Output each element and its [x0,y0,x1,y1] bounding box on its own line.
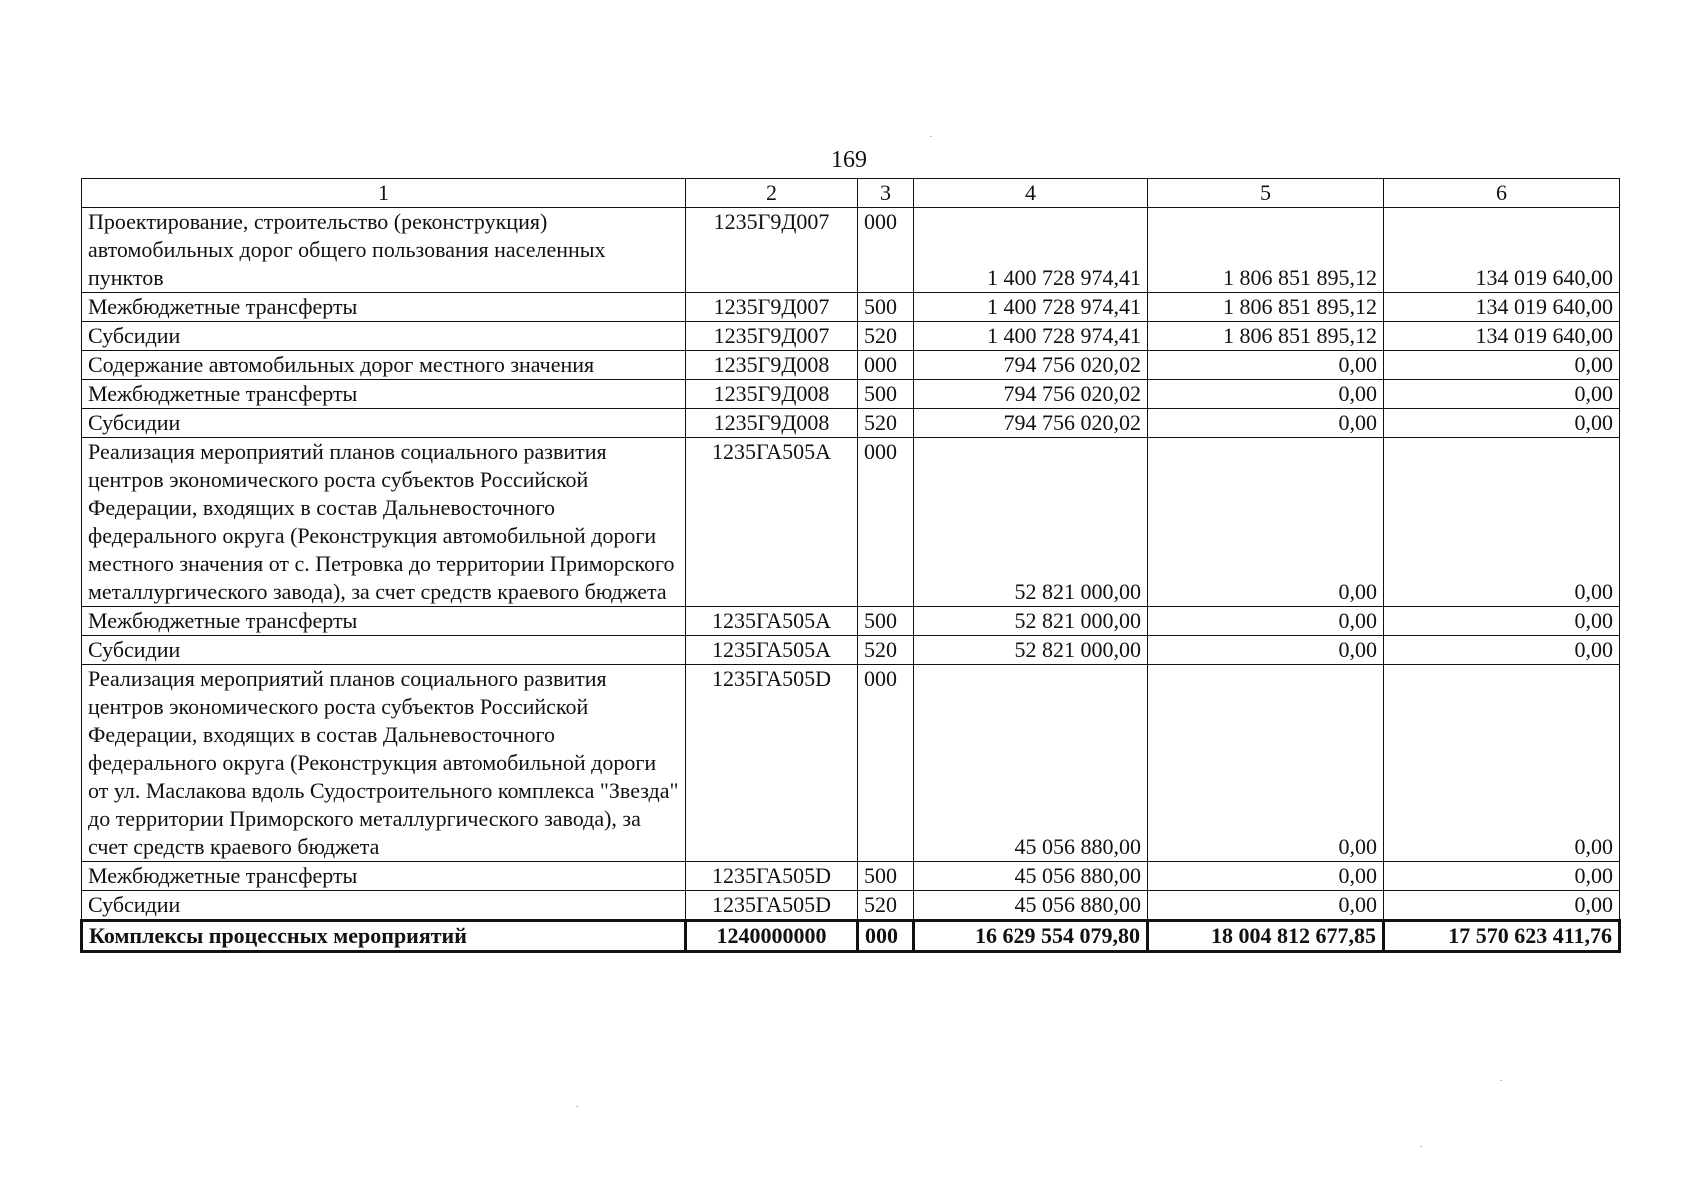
row-value-6: 0,00 [1384,438,1620,607]
row-value-4: 52 821 000,00 [914,636,1148,665]
row-code: 1235Г9Д007 [686,293,858,322]
row-name: Субсидии [82,891,686,921]
scan-speck [1420,1146,1422,1147]
row-value-5: 0,00 [1148,607,1384,636]
row-code: 1235Г9Д008 [686,409,858,438]
table-row [82,438,1620,607]
row-value-5: 0,00 [1148,665,1384,862]
scan-speck [930,136,932,137]
column-header: 6 [1384,179,1620,208]
row-code: 1235ГА505D [686,862,858,891]
row-name: Реализация мероприятий планов социального развития центров экономического роста субъектов Российской Федерации, входящих в состав Дальневосточного федерального округа (Реконструкция автомобильной дороги от ул. Маслакова вдоль Судостроительного комплекса "Звезда" до территории Приморского металлургического завода), за счет средств краевого бюджета [82,665,686,862]
row-value-6: 0,00 [1384,380,1620,409]
row-value-6: 134 019 640,00 [1384,293,1620,322]
row-code: 1235ГА505D [686,665,858,862]
row-value-5: 0,00 [1148,409,1384,438]
row-value-4: 52 821 000,00 [914,607,1148,636]
table-row [82,636,1620,665]
table-row [82,891,1620,921]
total-name: Комплексы процессных мероприятий [82,921,686,952]
row-value-4: 45 056 880,00 [914,665,1148,862]
row-name: Межбюджетные трансферты [82,293,686,322]
row-expense-type: 000 [858,438,914,607]
row-value-6: 0,00 [1384,862,1620,891]
row-value-4: 52 821 000,00 [914,438,1148,607]
row-name: Проектирование, строительство (реконструкция) автомобильных дорог общего пользования населенных пунктов [82,208,686,293]
table-row [82,208,1620,293]
row-value-4: 45 056 880,00 [914,891,1148,921]
total-value-4: 16 629 554 079,80 [914,921,1148,952]
row-value-5: 0,00 [1148,636,1384,665]
row-name: Межбюджетные трансферты [82,380,686,409]
scan-speck [1500,1080,1502,1081]
total-row [82,921,1620,952]
row-value-4: 1 400 728 974,41 [914,293,1148,322]
row-value-5: 1 806 851 895,12 [1148,322,1384,351]
row-value-6: 0,00 [1384,607,1620,636]
row-value-6: 0,00 [1384,665,1620,862]
row-name: Субсидии [82,636,686,665]
row-code: 1235ГА505А [686,607,858,636]
table-row [82,380,1620,409]
row-value-6: 0,00 [1384,891,1620,921]
total-code: 1240000000 [686,921,858,952]
table-row [82,409,1620,438]
row-value-5: 0,00 [1148,438,1384,607]
row-value-5: 1 806 851 895,12 [1148,293,1384,322]
row-code: 1235ГА505А [686,636,858,665]
column-header: 4 [914,179,1148,208]
row-name: Межбюджетные трансферты [82,862,686,891]
row-expense-type: 000 [858,351,914,380]
column-header: 2 [686,179,858,208]
table-row [82,293,1620,322]
row-value-5: 0,00 [1148,891,1384,921]
row-expense-type: 000 [858,208,914,293]
row-value-6: 134 019 640,00 [1384,322,1620,351]
row-value-4: 1 400 728 974,41 [914,208,1148,293]
row-value-6: 0,00 [1384,351,1620,380]
row-code: 1235Г9Д008 [686,351,858,380]
row-expense-type: 520 [858,636,914,665]
scan-speck [576,1106,578,1107]
row-value-5: 0,00 [1148,380,1384,409]
row-expense-type: 520 [858,891,914,921]
row-expense-type: 000 [858,665,914,862]
row-value-4: 45 056 880,00 [914,862,1148,891]
table-row [82,351,1620,380]
table-row [82,665,1620,862]
row-code: 1235Г9Д007 [686,208,858,293]
row-value-4: 794 756 020,02 [914,409,1148,438]
row-value-6: 134 019 640,00 [1384,208,1620,293]
row-expense-type: 500 [858,607,914,636]
row-code: 1235ГА505А [686,438,858,607]
total-value-5: 18 004 812 677,85 [1148,921,1384,952]
total-value-6: 17 570 623 411,76 [1384,921,1620,952]
table-row [82,607,1620,636]
row-value-5: 0,00 [1148,862,1384,891]
row-value-5: 1 806 851 895,12 [1148,208,1384,293]
table-row [82,862,1620,891]
row-code: 1235ГА505D [686,891,858,921]
row-value-6: 0,00 [1384,409,1620,438]
budget-table [80,178,1621,953]
row-value-4: 794 756 020,02 [914,351,1148,380]
row-expense-type: 520 [858,322,914,351]
row-name: Субсидии [82,409,686,438]
row-name: Субсидии [82,322,686,351]
total-expense-type: 000 [858,921,914,952]
row-expense-type: 500 [858,862,914,891]
row-expense-type: 520 [858,409,914,438]
row-code: 1235Г9Д008 [686,380,858,409]
page-number: 169 [831,147,867,173]
row-value-4: 1 400 728 974,41 [914,322,1148,351]
row-value-6: 0,00 [1384,636,1620,665]
table-header-row [82,179,1620,208]
row-code: 1235Г9Д007 [686,322,858,351]
row-name: Содержание автомобильных дорог местного значения [82,351,686,380]
row-name: Межбюджетные трансферты [82,607,686,636]
row-value-4: 794 756 020,02 [914,380,1148,409]
row-expense-type: 500 [858,380,914,409]
column-header: 5 [1148,179,1384,208]
column-header: 1 [82,179,686,208]
row-name: Реализация мероприятий планов социального развития центров экономического роста субъектов Российской Федерации, входящих в состав Дальневосточного федерального округа (Реконструкция автомобильной дороги местного значения от с. Петровка до территории Приморского металлургического завода), за счет средств краевого бюджета [82,438,686,607]
row-value-5: 0,00 [1148,351,1384,380]
column-header: 3 [858,179,914,208]
row-expense-type: 500 [858,293,914,322]
table-row [82,322,1620,351]
